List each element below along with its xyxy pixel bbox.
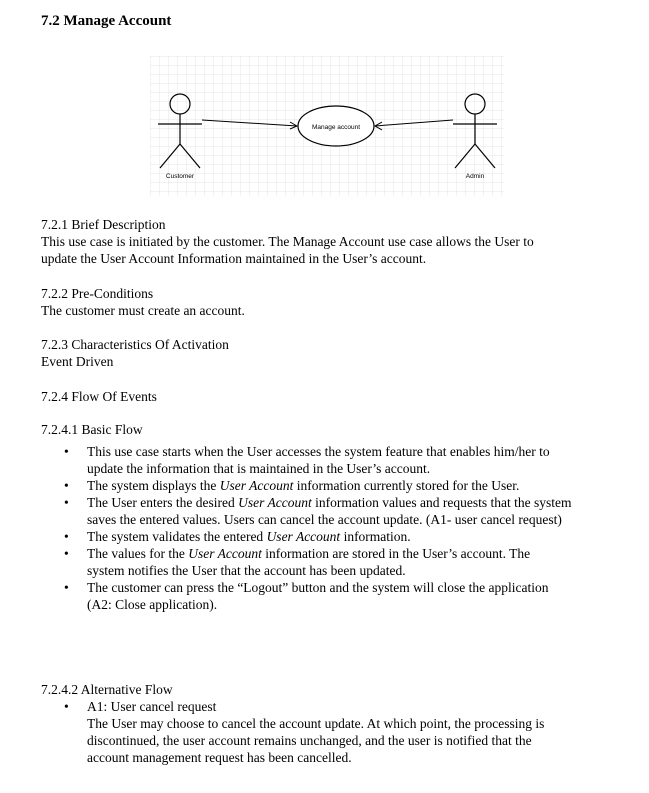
bullet-icon: • bbox=[64, 699, 69, 714]
list-item-text: The User enters the desired bbox=[87, 495, 239, 510]
list-item-text: discontinued, the user account remains unchanged, and the user is notified that the bbox=[87, 733, 532, 748]
customer-label: Customer bbox=[165, 173, 195, 180]
list-item-text: The system validates the entered bbox=[87, 529, 267, 544]
list-item-emphasis: User Account bbox=[219, 478, 294, 493]
list-item bbox=[41, 443, 641, 477]
section-heading: 7.2 Manage Account bbox=[41, 13, 172, 29]
alternative-flow-list bbox=[41, 698, 641, 766]
list-item bbox=[41, 579, 641, 613]
list-item-text: (A2: Close application). bbox=[87, 597, 218, 612]
list-item-text: The customer can press the “Logout” button and the system will close the application bbox=[87, 580, 549, 595]
brief-description-line: update the User Account Information maintained in the User’s account. bbox=[41, 251, 427, 266]
brief-description-title: 7.2.1 Brief Description bbox=[41, 217, 166, 232]
brief-description-line: This use case is initiated by the customer. The Manage Account use case allows the User to bbox=[41, 234, 534, 249]
list-item bbox=[41, 545, 641, 579]
list-item bbox=[41, 698, 641, 766]
list-item-text: system notifies the User that the account has been updated. bbox=[87, 563, 406, 578]
list-item-emphasis: User Account bbox=[188, 546, 262, 561]
bullet-icon: • bbox=[64, 444, 69, 459]
list-item-emphasis: User Account bbox=[238, 495, 312, 510]
bullet-icon: • bbox=[64, 529, 69, 544]
list-item-text: The values for the bbox=[87, 546, 189, 561]
list-item-text: This use case starts when the User accesses the system feature that enables him/her to bbox=[87, 444, 550, 459]
list-item-text: information. bbox=[340, 529, 411, 544]
list-item-text: The User may choose to cancel the account update. At which point, the processing is bbox=[87, 716, 545, 731]
bullet-icon: • bbox=[64, 478, 69, 493]
pre-conditions-text: The customer must create an account. bbox=[41, 303, 245, 318]
basic-flow-title: 7.2.4.1 Basic Flow bbox=[41, 422, 143, 437]
bullet-icon: • bbox=[64, 580, 69, 595]
list-item-text: update the information that is maintained in the User’s account. bbox=[87, 461, 431, 476]
list-item-text: account management request has been cancelled. bbox=[87, 750, 352, 765]
list-item-emphasis: User Account bbox=[266, 529, 341, 544]
list-item-text: information currently stored for the User. bbox=[293, 478, 520, 493]
list-item-text: information values and requests that the system bbox=[311, 495, 572, 510]
alt-flow-label: A1: User cancel request bbox=[87, 699, 217, 714]
pre-conditions-title: 7.2.2 Pre-Conditions bbox=[41, 286, 154, 301]
list-item-text: information are stored in the User’s account. The bbox=[261, 546, 531, 561]
use-case-label: Manage account bbox=[311, 124, 361, 131]
list-item bbox=[41, 528, 641, 545]
flow-of-events-title: 7.2.4 Flow Of Events bbox=[41, 389, 157, 404]
bullet-icon: • bbox=[64, 546, 69, 561]
use-case-diagram bbox=[150, 56, 504, 196]
basic-flow-list bbox=[41, 443, 641, 613]
alternative-flow-title: 7.2.4.2 Alternative Flow bbox=[41, 682, 173, 697]
list-item-text: The system displays the bbox=[87, 478, 220, 493]
bullet-icon: • bbox=[64, 495, 69, 510]
list-item bbox=[41, 477, 641, 494]
activation-text: Event Driven bbox=[41, 354, 114, 369]
admin-label: Admin bbox=[465, 173, 485, 180]
list-item bbox=[41, 494, 641, 528]
activation-title: 7.2.3 Characteristics Of Activation bbox=[41, 337, 229, 352]
list-item-text: saves the entered values. Users can cancel the account update. (A1- user cancel request) bbox=[87, 512, 562, 527]
